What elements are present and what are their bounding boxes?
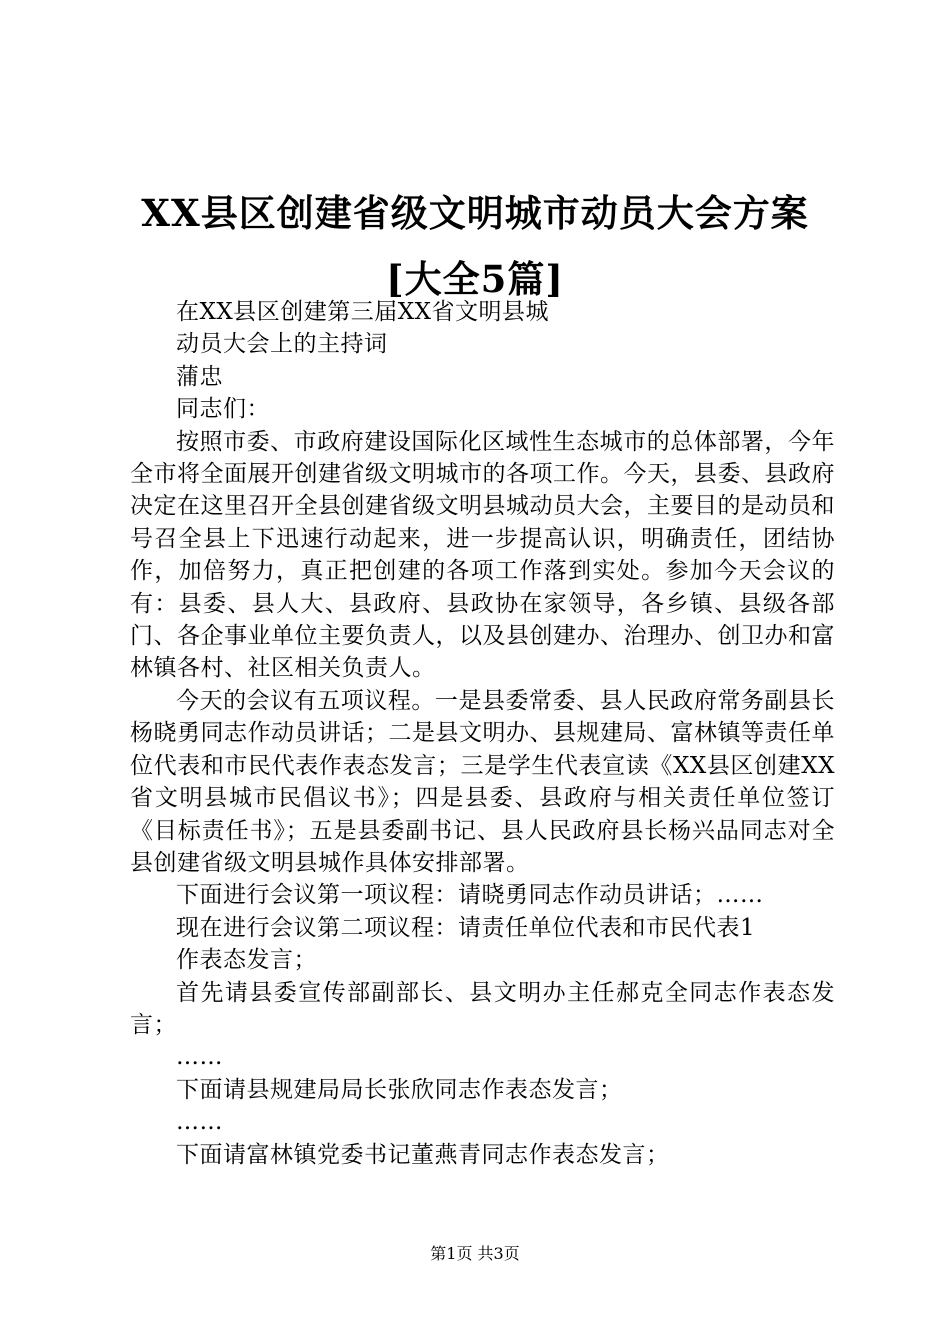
paragraph: …… <box>176 1044 223 1071</box>
paragraph: 作表态发言； <box>176 947 317 974</box>
paragraph: …… <box>176 1109 223 1136</box>
document-title: XX县区创建省级文明城市动员大会方案[大全5篇] <box>141 191 809 301</box>
paragraph: 现在进行会议第二项议程：请责任单位代表和市民代表1 <box>176 914 756 941</box>
paragraph: 下面进行会议第一项议程：请晓勇同志作动员讲话；…… <box>176 882 764 909</box>
paragraph: 按照市委、市政府建设国际化区域性生态城市的总体部署，今年全市将全面展开创建省级文明城市的各项工作。今天，县委、县政府决定在这里召开全县创建省级文明县城动员大会，主要目的是动员和号召全县上下迅速行动起来，进一步提高认识，明确责任，团结协作，加倍努力，真正把创建的各项工作落到实处。参加今天会议的有：县委、县人大、县政府、县政协在家领导，各乡镇、县级各部门、各企事业单位主要负责人，以及县创建办、治理办、创卫办和富林镇各村、社区相关负责人。 <box>130 428 835 682</box>
paragraph: 同志们： <box>176 396 270 423</box>
page-footer: 第1页 共3页 <box>430 1244 520 1263</box>
paragraph: 首先请县委宣传部副部长、县文明办主任郝克全同志作表态发言； <box>130 979 835 1038</box>
paragraph: 今天的会议有五项议程。一是县委常委、县人民政府常务副县长杨晓勇同志作动员讲话；二是县文明办、县规建局、富林镇等责任单位代表和市民代表作表态发言；三是学生代表宣读《XX县区创建XX省文明县城市民倡议书》；四是县委、县政府与相关责任单位签订《目标责任书》；五是县委副书记、县人民政府县长杨兴品同志对全县创建省级文明县城作具体安排部署。 <box>130 687 835 876</box>
paragraph: 动员大会上的主持词 <box>176 331 388 358</box>
document-body <box>130 296 835 1171</box>
paragraph: 下面请富林镇党委书记董燕青同志作表态发言； <box>176 1141 670 1168</box>
paragraph: 蒲忠 <box>176 363 223 390</box>
paragraph: 在XX县区创建第三届XX省文明县城 <box>176 299 549 325</box>
paragraph: 下面请县规建局局长张欣同志作表态发言； <box>176 1076 623 1103</box>
